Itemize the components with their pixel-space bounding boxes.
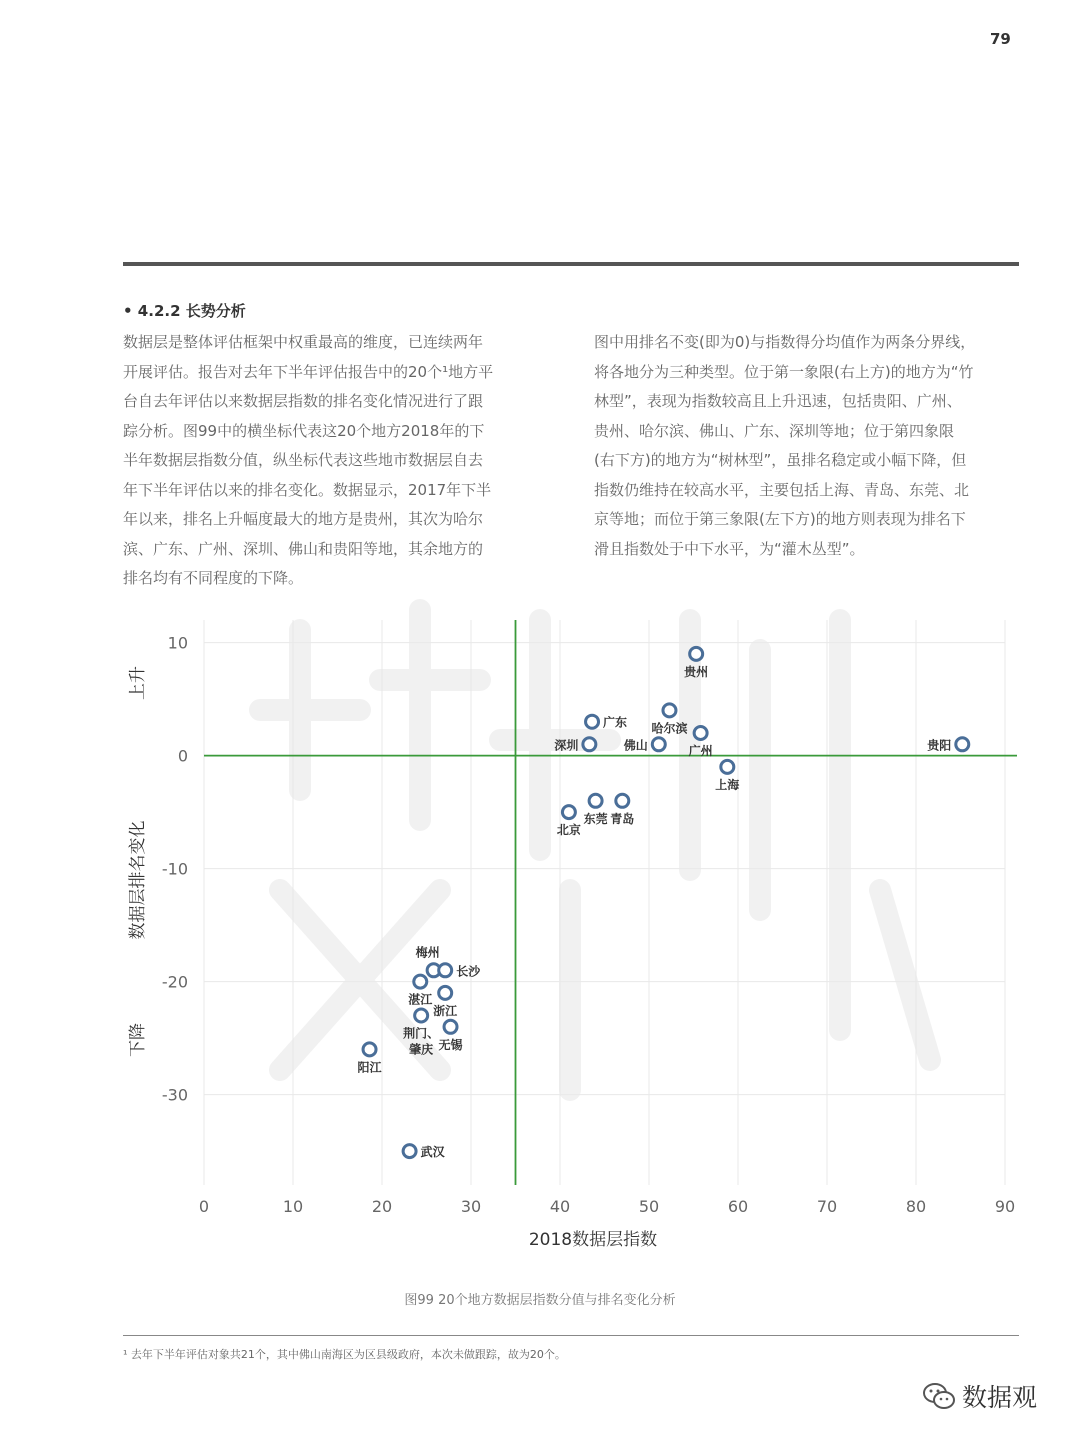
point-label: 阳江 bbox=[357, 1060, 382, 1075]
body-line: 开展评估。报告对去年下半年评估报告中的20个¹地方平 bbox=[123, 362, 494, 381]
data-point bbox=[439, 986, 452, 999]
body-line: 将各地分为三种类型。位于第一象限(右上方)的地方为“竹 bbox=[594, 362, 974, 381]
body-line: 年下半年评估以来的排名变化。数据显示，2017年下半 bbox=[123, 480, 492, 499]
point-label: 哈尔滨 bbox=[651, 721, 688, 736]
wechat-account-name: 数据观 bbox=[962, 1383, 1038, 1412]
point-label: 肇庆 bbox=[409, 1042, 434, 1057]
reference-lines bbox=[204, 620, 1017, 1185]
scatter-chart bbox=[100, 600, 1040, 1260]
point-label: 长沙 bbox=[456, 964, 481, 979]
data-point bbox=[616, 794, 629, 807]
body-line: 踪分析。图99中的横坐标代表这20个地方2018年的下 bbox=[123, 421, 485, 440]
body-line: 数据层是整体评估框架中权重最高的维度，已连续两年 bbox=[123, 333, 484, 351]
body-line: 年以来，排名上升幅度最大的地方是贵州，其次为哈尔 bbox=[123, 510, 484, 528]
point-label: 武汉 bbox=[420, 1145, 445, 1160]
point-label: 贵阳 bbox=[927, 738, 952, 753]
point-label: 湛江 bbox=[408, 992, 433, 1007]
point-label: 北京 bbox=[556, 823, 581, 838]
y-tick-label: -20 bbox=[161, 972, 188, 992]
body-line: 滨、广东、广州、深圳、佛山和贵阳等地，其余地方的 bbox=[123, 539, 484, 558]
data-point bbox=[652, 738, 665, 751]
body-line: 贵州、哈尔滨、佛山、广东、深圳等地；位于第四象限 bbox=[594, 421, 955, 440]
body-line: 滑且指数处于中下水平，为“灌木丛型”。 bbox=[594, 539, 865, 558]
x-tick-label: 40 bbox=[549, 1197, 571, 1216]
x-tick-label: 90 bbox=[994, 1197, 1016, 1216]
grid-layer bbox=[204, 620, 1005, 1185]
data-point bbox=[583, 738, 596, 751]
x-tick-label: 20 bbox=[371, 1197, 393, 1216]
x-tick-label: 30 bbox=[460, 1197, 482, 1216]
point-label: 佛山 bbox=[623, 738, 648, 753]
footnote: ¹ 去年下半年评估对象共21个，其中佛山南海区为区县级政府，本次未做跟踪，故为20个。 bbox=[123, 1348, 566, 1361]
y-tick-label: 0 bbox=[177, 746, 188, 766]
data-point bbox=[690, 647, 703, 660]
data-point bbox=[694, 727, 707, 740]
point-label: 浙江 bbox=[433, 1003, 458, 1018]
point-label: 东莞 bbox=[583, 811, 608, 826]
x-tick-label: 70 bbox=[816, 1197, 838, 1216]
body-line: 指数仍维持在较高水平，主要包括上海、青岛、东莞、北 bbox=[594, 480, 970, 499]
body-line: 排名均有不同程度的下降。 bbox=[123, 569, 304, 587]
y-tick-label: -30 bbox=[161, 1085, 188, 1105]
x-tick-label: 50 bbox=[638, 1197, 660, 1216]
data-point bbox=[589, 794, 602, 807]
point-label: 贵州 bbox=[684, 664, 709, 679]
y-axis-label: 数据层排名变化 bbox=[128, 820, 148, 940]
y-tick-label: -10 bbox=[161, 859, 188, 879]
data-point bbox=[444, 1020, 457, 1033]
body-text-left bbox=[123, 328, 548, 594]
x-tick-label: 60 bbox=[727, 1197, 749, 1216]
point-label: 广东 bbox=[603, 715, 628, 730]
data-point bbox=[663, 704, 676, 717]
x-tick-label: 80 bbox=[905, 1197, 927, 1216]
point-label: 上海 bbox=[715, 777, 740, 792]
y-axis-label-up: 上升 bbox=[128, 666, 148, 700]
footnote-rule bbox=[123, 1335, 1019, 1336]
body-line: 半年数据层指数分值，纵坐标代表这些地市数据层自去 bbox=[123, 451, 484, 469]
body-line: 京等地；而位于第三象限(左下方)的地方则表现为排名下 bbox=[594, 510, 966, 528]
section-heading: • 4.2.2 长势分析 bbox=[123, 302, 246, 320]
body-line: 林型”，表现为指数较高且上升迅速，包括贵阳、广州、 bbox=[594, 392, 962, 410]
data-point bbox=[363, 1043, 376, 1056]
header-rule bbox=[123, 262, 1019, 266]
data-point bbox=[403, 1145, 416, 1158]
data-point bbox=[414, 975, 427, 988]
point-label: 青岛 bbox=[610, 811, 635, 826]
data-point bbox=[721, 760, 734, 773]
x-axis-label: 2018数据层指数 bbox=[528, 1230, 658, 1250]
data-point bbox=[415, 1009, 428, 1022]
body-line: (右下方)的地方为“树林型”，虽排名稳定或小幅下降，但 bbox=[594, 451, 967, 469]
y-tick-label: 10 bbox=[167, 633, 188, 653]
x-tick-label: 0 bbox=[198, 1197, 210, 1216]
point-label: 荆门、 bbox=[403, 1026, 440, 1041]
wechat-icon bbox=[922, 1381, 956, 1411]
x-tick-label: 10 bbox=[282, 1197, 304, 1216]
y-axis-label-down: 下降 bbox=[128, 1023, 148, 1057]
page-number: 79 bbox=[990, 30, 1011, 48]
point-label: 无锡 bbox=[438, 1037, 463, 1052]
data-point bbox=[586, 715, 599, 728]
point-label: 广州 bbox=[688, 744, 713, 758]
figure-caption: 图99 20个地方数据层指数分值与排名变化分析 bbox=[404, 1293, 676, 1308]
data-point bbox=[562, 806, 575, 819]
body-line: 台自去年评估以来数据层指数的排名变化情况进行了跟 bbox=[123, 392, 484, 410]
wechat-badge bbox=[922, 1376, 1037, 1416]
body-line: 图中用排名不变(即为0)与指数得分均值作为两条分界线， bbox=[594, 333, 976, 351]
data-point bbox=[956, 738, 969, 751]
point-label: 深圳 bbox=[554, 738, 579, 753]
point-label: 梅州 bbox=[415, 945, 440, 960]
data-point bbox=[439, 964, 452, 977]
body-text-right bbox=[594, 328, 1019, 564]
